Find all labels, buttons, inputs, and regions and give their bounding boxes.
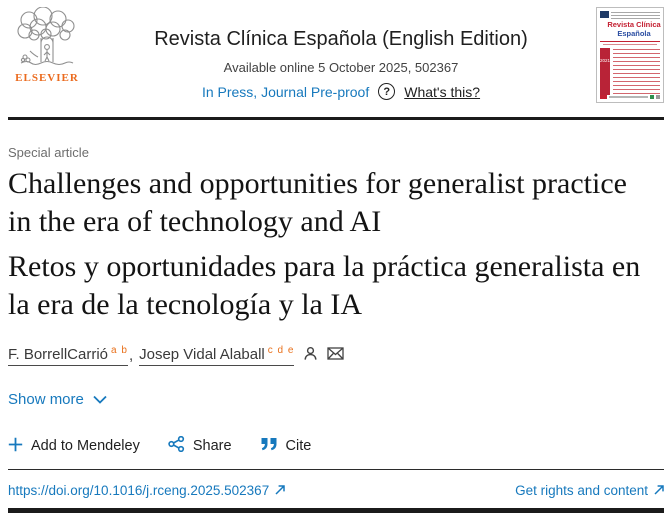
article-title-spanish: Retos y oportunidades para la práctica generalista en la era de la tecnología y la IA (8, 250, 641, 321)
rights-text: Get rights and content (515, 483, 648, 498)
whats-this-link[interactable]: What's this? (404, 83, 481, 100)
available-online-text: Available online 5 October 2025, 502367 (223, 60, 459, 75)
help-glyph: ? (383, 85, 391, 98)
cover-rule (600, 41, 660, 42)
cover-spine (600, 48, 610, 95)
doi-text: https://doi.org/10.1016/j.rceng.2025.502367 (8, 483, 270, 498)
journal-header-center (86, 7, 596, 100)
share-button[interactable] (168, 436, 232, 456)
cite-label: Cite (285, 438, 312, 454)
author-name: Josep Vidal Alaball (139, 346, 265, 363)
elsevier-wordmark: ELSEVIER (15, 72, 79, 84)
cover-logo-gray (656, 95, 660, 99)
email-icon[interactable] (318, 347, 344, 364)
cover-corner-block (600, 11, 609, 18)
doi-link[interactable] (8, 483, 285, 498)
cover-subtitle-line (603, 44, 657, 45)
cover-footer-logos (600, 94, 660, 100)
in-press-row (86, 83, 596, 100)
article-main (8, 145, 664, 456)
cover-toc-lines (613, 49, 660, 94)
author-separator: , (128, 347, 134, 364)
show-more-label: Show more (8, 391, 84, 408)
section-divider-bottom (8, 508, 664, 513)
cover-year: 2021 (600, 58, 611, 63)
external-link-icon (654, 483, 664, 498)
elsevier-logo[interactable] (8, 7, 86, 84)
cover-journal-title (607, 21, 661, 38)
cover-topline (611, 18, 660, 19)
external-link-icon (275, 483, 285, 498)
cover-title-line1: Revista Clínica (607, 20, 661, 29)
article-title-english: Challenges and opportunities for generalist practice in the era of technology and AI (8, 167, 627, 238)
author-link-borrell[interactable] (8, 345, 128, 366)
cover-footer-bar (609, 96, 648, 98)
elsevier-tree-icon (8, 7, 86, 71)
journal-title-link[interactable]: Revista Clínica Española (English Edition) (154, 28, 528, 50)
quote-icon (260, 437, 278, 455)
author-link-vidal[interactable] (139, 345, 294, 366)
action-bar (8, 436, 664, 456)
article-category: Special article (8, 145, 89, 160)
cover-topline (611, 15, 660, 16)
author-affiliations: c d e (267, 345, 295, 356)
cover-title-line2: Española (617, 28, 651, 38)
author-list (8, 345, 664, 366)
share-label: Share (192, 438, 232, 454)
author-affiliations: a b (111, 345, 128, 356)
person-icon[interactable] (294, 346, 318, 365)
doi-row (8, 483, 664, 498)
chevron-down-icon (93, 391, 107, 408)
cite-button[interactable] (260, 437, 312, 455)
journal-cover-thumbnail[interactable] (596, 7, 664, 103)
show-more-button[interactable] (8, 391, 107, 408)
author-name: F. BorrellCarrió (8, 346, 109, 363)
get-rights-link[interactable] (515, 483, 664, 498)
mendeley-label: Add to Mendeley (31, 438, 140, 454)
journal-header (8, 0, 664, 104)
cover-logo-green (650, 95, 654, 99)
plus-icon (8, 437, 23, 456)
section-divider-top (8, 117, 664, 120)
cover-topline (611, 12, 660, 13)
help-icon[interactable] (378, 83, 395, 100)
footer-divider (8, 469, 664, 470)
in-press-link[interactable]: In Press, Journal Pre-proof (201, 83, 370, 100)
cover-logo-red (600, 95, 607, 99)
add-to-mendeley-button[interactable] (8, 437, 140, 456)
share-icon (168, 436, 185, 456)
